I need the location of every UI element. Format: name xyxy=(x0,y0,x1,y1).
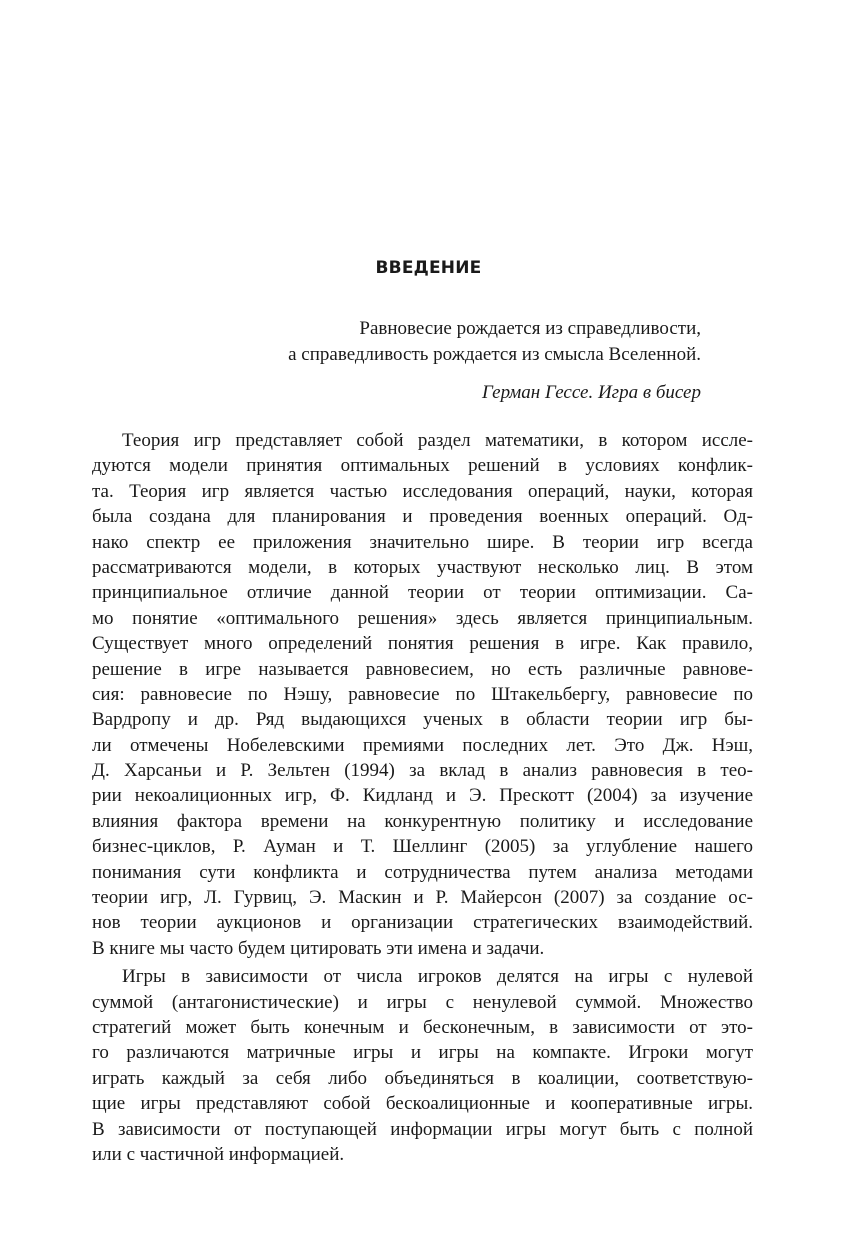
text-line: сия: равновесие по Нэшу, равновесие по Штакельбергу, равновесие по xyxy=(92,683,753,705)
text-line: влияния фактора времени на конкурентную политику и исследование xyxy=(92,810,753,832)
text-line: была создана для планирования и проведения военных операций. Од- xyxy=(92,506,753,528)
text-line: стратегий может быть конечным и бесконечным, в зависимости от это- xyxy=(92,1016,753,1038)
text-line: та. Теория игр является частью исследования операций, науки, которая xyxy=(92,480,753,502)
text-line: рассматриваются модели, в которых участвуют несколько лиц. В этом xyxy=(92,556,753,578)
text-line: принципиальное отличие данной теории от теории оптимизации. Са- xyxy=(92,582,753,604)
paragraph xyxy=(92,428,753,961)
text-line: играть каждый за себя либо объединяться в коалиции, соответствую- xyxy=(92,1067,753,1089)
text-line: Д. Харсаньи и Р. Зельтен (1994) за вклад в анализ равновесия в тео- xyxy=(92,760,753,782)
chapter-heading: ВВЕДЕНИЕ xyxy=(375,258,482,278)
epigraph xyxy=(141,316,701,406)
text-line: го различаются матричные игры и игры на компакте. Игроки могут xyxy=(92,1042,753,1064)
text-line: дуются модели принятия оптимальных решений в условиях конфлик- xyxy=(92,455,753,477)
text-line: бизнес-циклов, Р. Ауман и Т. Шеллинг (2005) за углубление нашего xyxy=(92,836,753,858)
epigraph-line: а справедливость рождается из смысла Вселенной. xyxy=(288,344,701,365)
text-line: рии некоалиционных игр, Ф. Кидланд и Э. Прескотт (2004) за изучение xyxy=(92,785,753,807)
text-line: Вардропу и др. Ряд выдающихся ученых в области теории игр бы- xyxy=(92,709,753,731)
text-line: Существует много определений понятия решения в игре. Как правило, xyxy=(92,633,753,655)
text-line: нако спектр ее приложения значительно шире. В теории игр всегда xyxy=(92,531,753,553)
text-line: понимания сути конфликта и сотрудничества путем анализа методами xyxy=(92,861,753,883)
text-line: В зависимости от поступающей информации игры могут быть с полной xyxy=(92,1118,753,1140)
body-text xyxy=(92,428,753,1167)
text-line: нов теории аукционов и организации стратегических взаимодействий. xyxy=(92,912,753,934)
epigraph-line: Равновесие рождается из справедливости, xyxy=(359,318,701,339)
text-line: теории игр, Л. Гурвиц, Э. Маскин и Р. Майерсон (2007) за создание ос- xyxy=(92,887,753,909)
text-line: решение в игре называется равновесием, но есть различные равнове- xyxy=(92,658,753,680)
text-line: Игры в зависимости от числа игроков делятся на игры с нулевой xyxy=(122,966,753,988)
text-line: Теория игр представляет собой раздел математики, в котором иссле- xyxy=(122,430,753,451)
text-line: В книге мы часто будем цитировать эти имена и задачи. xyxy=(92,937,545,959)
paragraph xyxy=(92,964,753,1167)
text-line: мо понятие «оптимального решения» здесь является принципиальным. xyxy=(92,607,753,629)
epigraph-attribution: Герман Гессе. Игра в бисер xyxy=(481,382,701,403)
text-line: суммой (антагонистические) и игры с ненулевой суммой. Множество xyxy=(92,991,753,1013)
text-line: ли отмечены Нобелевскими премиями последних лет. Это Дж. Нэш, xyxy=(92,734,753,756)
text-line: или с частичной информацией. xyxy=(92,1143,345,1165)
text-line: щие игры представляют собой бескоалиционные и кооперативные игры. xyxy=(92,1093,753,1115)
